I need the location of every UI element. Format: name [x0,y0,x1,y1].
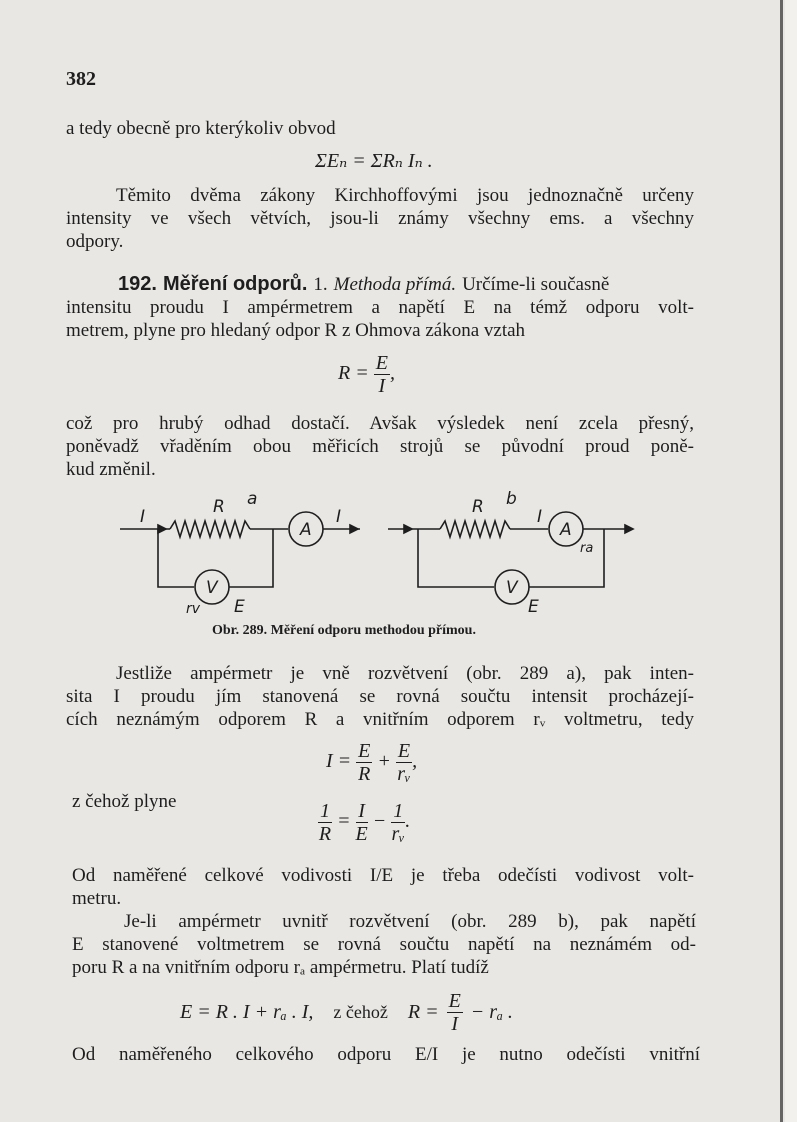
paragraph-1-line-3: odpory. [66,231,124,252]
section-line-rest: Určíme-li současně [462,274,610,295]
label-b-A: A [560,520,572,540]
section-number: 192. [118,273,157,295]
section-line-2: intensitu proudu I ampérmetrem a napětí E na témž odporu volt- [66,297,694,318]
label-a-I-out: I [336,507,342,527]
eq-inv-frac-2 [356,800,368,845]
eq-I-plus: + [377,750,391,773]
paragraph-5-line-1: Je-li ampérmetr uvnitř rozvětvení (obr. 289 b), pak napětí [124,911,696,932]
eq-inv-f3n: 1 [393,800,404,822]
eq-inv-f2n: I [356,800,368,823]
z-cehoz-plyne: z čehož plyne [72,791,177,812]
eq-ohm-lhs: R = [338,362,369,385]
eq-E-fn: E [448,990,461,1012]
eq-ohm-den: I [378,375,386,397]
paragraph-4-line-2: metru. [72,888,122,909]
eq-inv-f2d: E [355,823,368,845]
eq-inv-f1d: R [318,823,332,845]
label-b-E: E [528,597,539,617]
label-a-I-in: I [140,507,146,527]
page-edge-line [780,0,783,1122]
paragraph-4-line-1: Od naměřené celkové vodivosti I/E je třeba odečísti vodivost volt- [72,865,694,886]
label-b-I: I [537,507,543,527]
eq-I-f1d: R [358,763,371,785]
eq-E-lhs2: R = [407,1001,439,1023]
equation-kirchhoff-sum: ΣEₙ = ΣRₙ Iₙ . [315,150,433,172]
paragraph-2-line-3: kud změnil. [66,459,156,480]
eq-E-frac [447,990,463,1035]
eq-E-fd: I [451,1013,459,1035]
section-title: Měření odporů. [162,273,308,295]
eq-inv-f1n: 1 [320,800,330,822]
paragraph-3-line-1: Jestliže ampérmetr je vně rozvětvení (obr. 289 a), pak inten- [116,663,694,684]
label-a-R: R [213,497,225,517]
eq-inv-frac-3 [391,800,405,845]
figure-caption: Obr. 289. Měření odporu methodou přímou. [212,623,476,638]
arrow-b-out-icon [625,525,633,533]
arrow-a-out-icon [350,525,358,533]
label-b-tag: b [506,490,517,509]
label-a-tag: a [247,490,258,509]
eq-I-frac-1 [356,740,372,785]
method-name: Methoda přímá. [333,274,457,295]
equation-voltage [180,990,513,1035]
eq-I-lhs: I = [326,750,352,773]
page-edge [785,0,797,1122]
paragraph-5-line-3: poru R a na vnitřním odporu rₐ ampérmetru. Platí tudíž [72,957,489,978]
resistor-b-icon [440,521,510,537]
eq-I-frac-2 [396,740,412,785]
eq-inv-f3d: rᵥ [391,823,405,845]
eq-ohm-num: E [375,352,388,374]
paragraph-3-line-2: sita I proudu jím stanovená se rovná součtu intensit procházejí- [66,686,694,707]
last-line: Od naměřeného celkového odporu E/I je nutno odečísti vnitřní [72,1044,700,1065]
eq-I-f2d: rᵥ [397,763,411,785]
method-number: 1. [313,274,328,295]
paragraph-1-line-2: intensity ve všech větvích, jsou-li známy všechny ems. a všechny [66,208,694,229]
eq-E-main: E = R . I + rₐ . I, [180,1001,314,1023]
circuit-figure [120,490,650,620]
page-number: 382 [66,68,96,90]
paragraph-2-line-2: poněvadž vřaděním obou měřicích strojů se původní proud poně- [66,436,694,457]
eq-E-tail: − rₐ . [470,1001,513,1023]
eq-I-f2n: E [397,740,411,762]
section-heading-line [118,273,694,296]
paragraph-3-line-3: cích neznámým odporem R a vnitřním odporem rᵥ voltmetru, tedy [66,709,694,730]
label-a-E: E [234,597,245,617]
paragraph-1-line-1: Těmito dvěma zákony Kirchhoffovými jsou jednoznačně určeny [116,185,694,206]
eq-ohm-fraction [374,352,390,397]
label-b-V: V [506,578,518,598]
equation-conductance [318,800,410,845]
eq-E-mid: z čehož [333,1002,388,1022]
wire-a-right [229,529,273,587]
wire-b-left [418,529,494,587]
eq-inv-tail: . [405,810,411,833]
label-b-R: R [472,497,484,517]
eq-inv-frac-1 [318,800,332,845]
section-line-3: metrem, plyne pro hledaný odpor R z Ohmova zákona vztah [66,320,526,341]
equation-ohm [338,352,395,397]
paragraph-5-line-2: E stanovené voltmetrem se rovná součtu napětí na neznámém od- [72,934,696,955]
eq-I-f1n: E [358,740,371,762]
wire-a-left [158,529,194,587]
paragraph-2-line-1: což pro hrubý odhad dostačí. Avšak výsledek není zcela přesný, [66,413,694,434]
equation-current-sum [326,740,417,785]
eq-inv-minus: − [372,810,387,833]
resistor-a-icon [170,521,250,537]
arrow-b-in-icon [404,525,412,533]
intro-line: a tedy obecně pro kterýkoliv obvod [66,118,336,139]
label-a-A: A [300,520,312,540]
eq-I-tail: , [412,750,418,773]
arrow-a-in-icon [158,525,166,533]
label-b-ra: ra [580,541,594,556]
eq-inv-eq: = [337,810,351,833]
label-a-V: V [206,578,218,598]
eq-ohm-tail: , [389,362,395,385]
label-a-rv: rv [186,601,201,617]
